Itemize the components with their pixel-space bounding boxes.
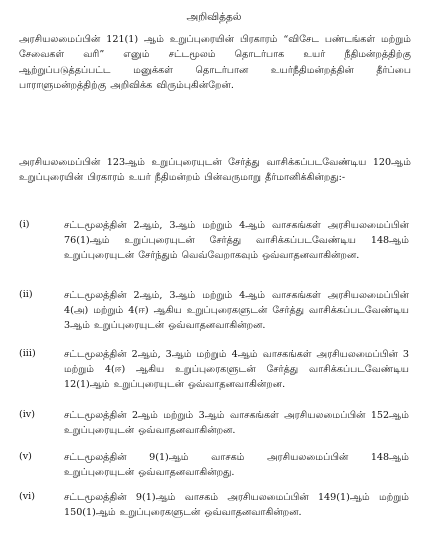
list-item-text: சட்டமூலத்தின் 2ஆம், 3ஆம் மற்றும் 4ஆம் வாசகங்கள் அரசியலமைப்பின் 76(1)ஆம் உறுப்புரையுடன் சேர்த்து வாசிக்கப்படவேண்டிய 148ஆம் உறுப்புரையுடன் சேர்ந்தும் வெவ்வேறாகவும் ஒவ்வாதனவாகின்றன. — [64, 220, 409, 261]
list-item-text: சட்டமூலத்தின் 2ஆம் மற்றும் 3ஆம் வாசகங்கள் அரசியலமைப்பின் 152ஆம் உறுப்புரையுடன் ஒவ்வாதனவாகின்றன. — [64, 410, 409, 436]
list-item-text: சட்டமூலத்தின் 2ஆம், 3ஆம் மற்றும் 4ஆம் வாசகங்கள் அரசியலமைப்பின் 3 மற்றும் 4(ஈ) ஆகிய உறுப்புரைகளுடன் சேர்த்து வாசிக்கப்படவேண்டிய 12(1)ஆம் உறுப்புரையுடன் ஒவ்வாதனவாகின்றன. — [64, 349, 409, 390]
list-item-number: (iii) — [19, 348, 36, 359]
list-item-number: (iv) — [19, 409, 35, 420]
list-item-text: சட்டமூலத்தின் 9(1)ஆம் வாசகம் அரசியலமைப்பின் 149(1)ஆம் மற்றும் 150(1)ஆம் உறுப்புரைகளுடன் ஒவ்வாதனவாகின்றன. — [64, 492, 409, 518]
list-item-number: (ii) — [19, 289, 33, 300]
determination-paragraph: அரசியலமைப்பின் 123ஆம் உறுப்புரையுடன் சேர்த்து வாசிக்கப்படவேண்டிய 120ஆம் உறுப்புரையின் பிரகாரம் உயர் நீதிமன்றம் பின்வருமாறு தீர்மானிக்கின்றது:- — [19, 157, 411, 184]
list-item-number: (vi) — [19, 491, 35, 502]
list-item-text: சட்டமூலத்தின் 2ஆம், 3ஆம் மற்றும் 4ஆம் வாசகங்கள் அரசியலமைப்பின் 4(அ) மற்றும் 4(ஈ) ஆகிய உறுப்புரைகளுடன் சேர்த்து வாசிக்கப்படவேண்டிய 3ஆம் உறுப்புரையுடன் ஒவ்வாதனவாகின்றன. — [64, 290, 409, 331]
page-title: அறிவித்தல் — [186, 11, 242, 23]
list-item-number: (v) — [19, 451, 32, 462]
list-item-number: (i) — [19, 219, 30, 230]
list-item-text: சட்டமூலத்தின் 9(1)ஆம் வாசகம் அரசியலமைப்பின் 148ஆம் உறுப்புரையுடன் ஒவ்வாதனவாகின்றது. — [64, 452, 409, 478]
intro-paragraph: அரசியலமைப்பின் 121(1) ஆம் உறுப்புரையின் பிரகாரம் “விசேட பண்டங்கள் மற்றும் சேவைகள் வரி” எனும் சட்டமூலம் தொடர்பாக உயர் நீதிமன்றத்திற்கு ஆற்றுப்படுத்தப்பட்ட மனுக்கள் தொடர்பான உயர்நீதிமன்றத்தின் தீர்ப்பை பாராளுமன்றத்திற்கு அறிவிக்க விரும்புகின்றேன். — [19, 34, 411, 91]
